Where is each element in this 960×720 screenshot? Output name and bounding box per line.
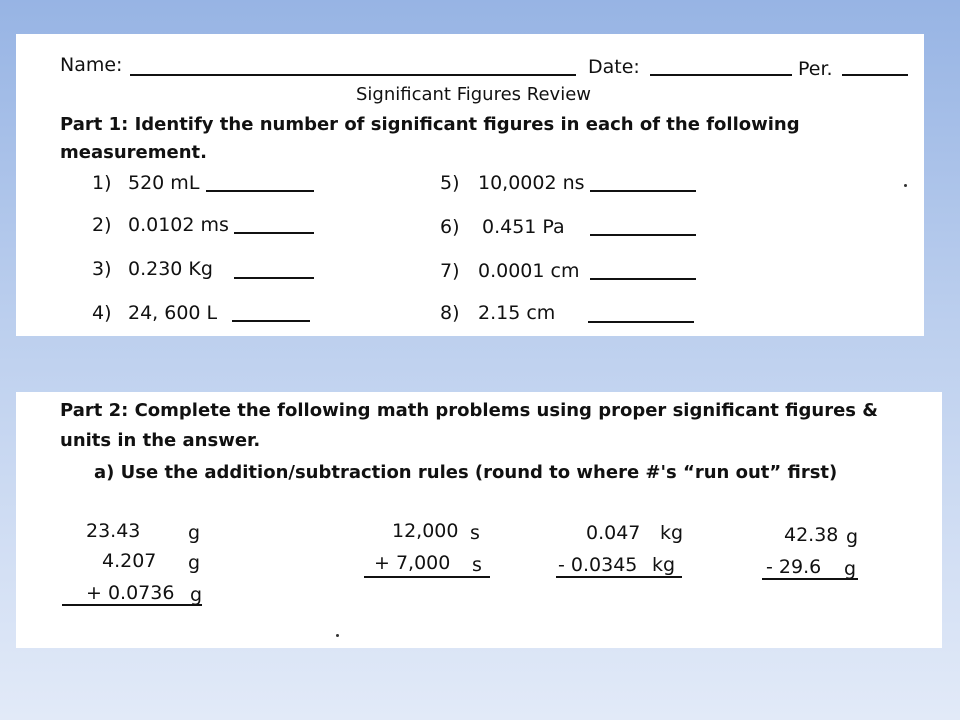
item-value: 0.230 Kg <box>128 258 213 280</box>
name-blank <box>130 74 576 76</box>
part1-heading-cont: measurement. <box>60 142 207 163</box>
answer-blank <box>590 190 696 192</box>
operand: - 29.6 <box>766 556 822 578</box>
operand: 42.38 <box>784 524 839 546</box>
unit: s <box>470 522 480 544</box>
part2-subheading-a: a) Use the addition/subtraction rules (round to where #'s “run out” first) <box>94 462 838 483</box>
item-number: 2) <box>92 214 112 236</box>
item-number: 8) <box>440 302 460 324</box>
item-number: 7) <box>440 260 460 282</box>
worksheet-part2-panel <box>16 392 942 648</box>
period-label: Per. <box>798 58 833 80</box>
item-number: 4) <box>92 302 112 324</box>
answer-blank <box>206 190 314 192</box>
item-value: 0.0102 ms <box>128 214 229 236</box>
scan-speck <box>904 184 907 187</box>
item-value: 520 mL <box>128 172 200 194</box>
item-value: 0.0001 cm <box>478 260 580 282</box>
sum-line <box>556 576 682 578</box>
operand: 0.047 <box>586 522 641 544</box>
part2-heading-cont: units in the answer. <box>60 430 261 451</box>
unit: s <box>472 554 482 576</box>
operand: 4.207 <box>102 550 157 572</box>
operand: + 0.0736 <box>86 582 175 604</box>
unit: g <box>188 522 201 544</box>
date-label: Date: <box>588 56 640 78</box>
worksheet-title: Significant Figures Review <box>356 84 591 105</box>
item-value: 24, 600 L <box>128 302 218 324</box>
sum-line <box>762 578 858 580</box>
answer-blank <box>232 320 310 322</box>
unit: g <box>188 552 201 574</box>
item-number: 3) <box>92 258 112 280</box>
item-number: 6) <box>440 216 460 238</box>
operand: 23.43 <box>86 520 141 542</box>
operand: + 7,000 <box>374 552 451 574</box>
period-blank <box>842 74 908 76</box>
answer-blank <box>590 234 696 236</box>
item-value: 0.451 Pa <box>482 216 565 238</box>
part1-heading: Part 1: Identify the number of significant figures in each of the following <box>60 114 800 135</box>
item-number: 1) <box>92 172 112 194</box>
unit: g <box>190 584 203 606</box>
operand: 12,000 <box>392 520 459 542</box>
unit: g <box>844 558 857 580</box>
operand: - 0.0345 <box>558 554 638 576</box>
item-value: 10,0002 ns <box>478 172 585 194</box>
scan-speck <box>336 634 339 637</box>
worksheet-part1-panel <box>16 34 924 336</box>
part2-heading: Part 2: Complete the following math problems using proper significant figures & <box>60 400 878 421</box>
answer-blank <box>590 278 696 280</box>
unit: kg <box>652 554 676 576</box>
item-number: 5) <box>440 172 460 194</box>
answer-blank <box>588 321 694 323</box>
name-label: Name: <box>60 54 123 76</box>
sum-line <box>364 576 490 578</box>
answer-blank <box>234 277 314 279</box>
answer-blank <box>234 232 314 234</box>
unit: g <box>846 526 859 548</box>
unit: kg <box>660 522 684 544</box>
date-blank <box>650 74 792 76</box>
sum-line <box>62 604 202 606</box>
item-value: 2.15 cm <box>478 302 556 324</box>
